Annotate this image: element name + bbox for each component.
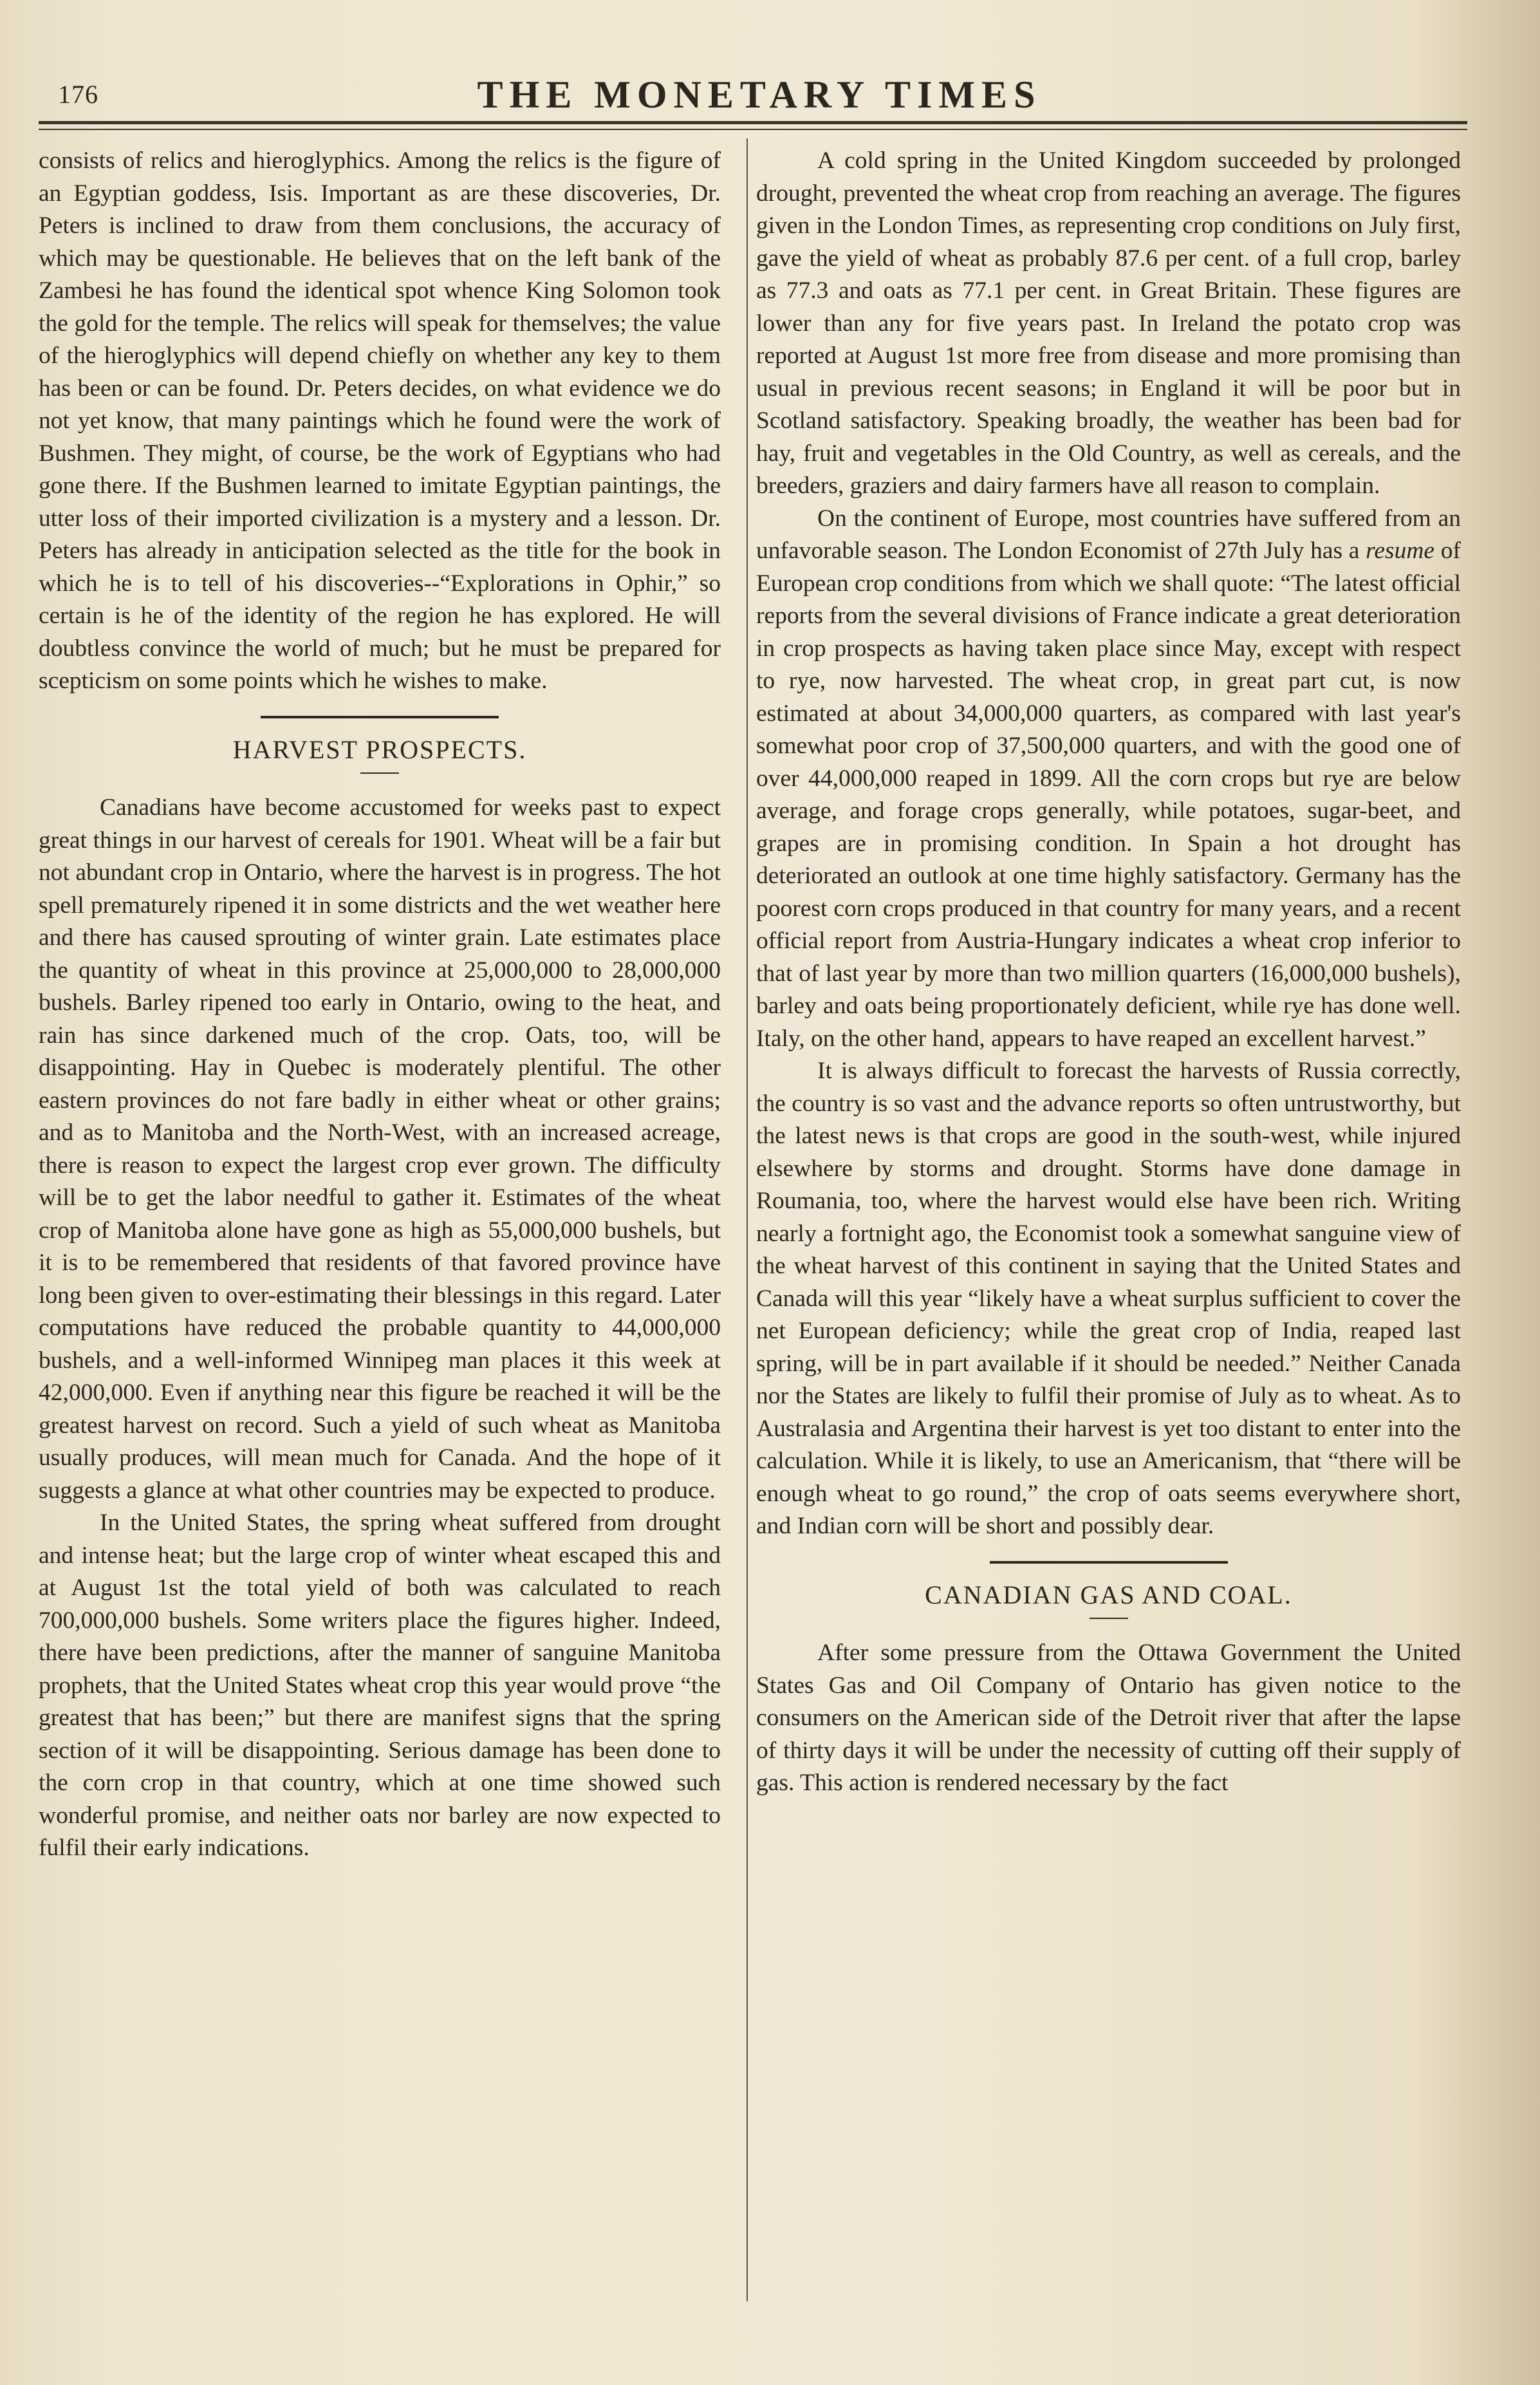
section-heading-harvest: HARVEST PROSPECTS. xyxy=(232,734,527,764)
heading-underline xyxy=(1090,1618,1128,1619)
section-heading-gas-coal: CANADIAN GAS AND COAL. xyxy=(925,1580,1292,1609)
harvest-paragraph-1: Canadians have become accustomed for weeks past to expect great things in our harvest of cereals for 1901. Wheat will be a fair but not abundant crop in Ontario, where the harvest is in progress. The hot spell prematurely ripened it in some districts and the wet weather here and there has caused sprouting of winter grain. Late estimates place the quantity of wheat in this province at 25,000,000 to 28,000,000 bushels. Barley ripened too early in Ontario, owing to the heat, and rain has since darkened much of the crop. Oats, too, will be disappointing. Hay in Quebec is moderately plentiful. The other eastern provinces do not fare badly in either wheat or other grains; and as to Manitoba and the North-West, with an increased acreage, there is reason to expect the largest crop ever grown. The difficulty will be to get the labor needful to gather it. Estimates of the wheat crop of Manitoba alone have gone as high as 55,000,000 bushels, but it is to be remembered that residents of that favored province have long been given to over-estimating their blessings in this regard. Later computations have reduced the probable quantity to 44,000,000 bushels, and a well-informed Winnipeg man places it this week at 42,000,000. Even if anything near this figure be reached it will be the greatest harvest on record. Such a yield of such wheat as Manitoba usually produces, will mean much for Canada. And the hope of it suggests a glance at what other countries may be expected to produce. xyxy=(39,794,721,1504)
section-divider-rule xyxy=(261,716,499,718)
gas-coal-paragraph-1: After some pressure from the Ottawa Government the United States Gas and Oil Company of Ontario has given notice to the consumers on the American side of the Detroit river that after the lapse of thirty days it will be under the necessity of cutting off their supply of gas. This action is rendered necessary by the fact xyxy=(756,1640,1461,1796)
page-number: 176 xyxy=(58,80,98,109)
italic-word: resume xyxy=(1366,538,1435,564)
header-rule-thick xyxy=(39,121,1467,124)
paragraph-text: On the continent of Europe, most countries have suffered from an unfavorable season. The London Economist of 27th July has a xyxy=(756,505,1461,564)
section-divider-rule xyxy=(990,1561,1228,1564)
article-continuation: consists of relics and hieroglyphics. Among the relics is the figure of an Egyptian goddess, Isis. Important as are these discoveries, Dr. Peters is inclined to draw from them conclusions, the accuracy of which may be questionable. He believes that on the left bank of the Zambesi he has found the identical spot whence King Solomon took the gold for the temple. The relics will speak for themselves; the value of the hieroglyphics will depend chiefly on whether any key to them has been or can be found. Dr. Peters decides, on what evidence we do not yet know, that many paintings which he found were the work of Bushmen. They might, of course, be the work of Egyptians who had gone there. If the Bushmen learned to imitate Egyptian paintings, the utter loss of their imported civilization is a mystery and a lesson. Dr. Peters has already in anticipation selected as the title for the book in which he is to tell of his discoveries--“Explorations in Ophir,” so certain is he of the identity of the region he has explored. He will doubtless convince the world of much; but he must be prepared for scepticism on some points which he wishes to make. xyxy=(39,147,721,694)
harvest-paragraph-5: It is always difficult to forecast the harvests of Russia correctly, the country is so vast and the advance reports so often untrustworthy, but the latest news is that crops are good in the south-west, while injured elsewhere by storms and drought. Storms have done damage in Roumania, too, where the harvest would else have been rich. Writing nearly a fortnight ago, the Economist took a somewhat sanguine view of the wheat harvest of this continent in saying that the United States and Canada will this year “likely have a wheat surplus sufficient to cover the net European deficiency; while the great crop of India, reaped last spring, will be in part available if it should be needed.” Neither Canada nor the States are likely to fulfil their promise of July as to wheat. As to Australasia and Argentina their harvest is yet too distant to enter into the calculation. While it is likely, to use an Americanism, that “there will be enough wheat to go round,” the crop of oats seems everywhere short, and Indian corn will be short and possibly dear. xyxy=(756,1058,1461,1539)
column-divider xyxy=(747,138,748,2301)
harvest-paragraph-4 xyxy=(756,503,1461,1056)
left-column xyxy=(39,145,721,1865)
right-column xyxy=(756,145,1461,1800)
page-header xyxy=(58,68,1461,119)
harvest-paragraph-3: A cold spring in the United Kingdom succeeded by prolonged drought, prevented the wheat crop from reaching an average. The figures given in the London Times, as representing crop conditions on July first, gave the yield of wheat as probably 87.6 per cent. of a full crop, barley as 77.3 and oats as 77.1 per cent. in Great Britain. These figures are lower than any for five years past. In Ireland the potato crop was reported at August 1st more free from disease and more promising than usual in previous recent seasons; in England it will be poor but in Scotland satisfactory. Speaking broadly, the weather has been bad for hay, fruit and vegetables in the Old Country, as well as cereals, and the breeders, graziers and dairy farmers have all reason to complain. xyxy=(756,147,1461,499)
header-rule-thin xyxy=(39,129,1467,130)
harvest-paragraph-2: In the United States, the spring wheat suffered from drought and intense heat; but the large crop of winter wheat escaped this and at August 1st the total yield of both was calculated to reach 700,000,000 bushels. Some writers place the figures higher. Indeed, there have been predictions, after the manner of sanguine Manitoba prophets, that the United States wheat crop this year would prove “the greatest that has been;” but there are manifest signs that the spring section of it will be disappointing. Serious damage has been done to the corn crop in that country, which at one time showed such wonderful promise, and neither oats nor barley are now expected to fulfil their early indications. xyxy=(39,1510,721,1861)
heading-underline xyxy=(360,772,399,774)
paragraph-text: of European crop conditions from which we shall quote: “The latest official reports from the several divisions of France indicate a great deterioration in crop prospects as having taken place since May, except with respect to rye, now harvested. The wheat crop, in great part cut, is now estimated at about 34,000,000 quarters, as compared with last year's somewhat poor crop of 37,500,000 quarters, and with the good one of over 44,000,000 reaped in 1899. All the corn crops but rye are below average, and forage crops generally, while potatoes, sugar-beet, and grapes are in promising condition. In Spain a hot drought has deteriorated an outlook at one time highly satisfactory. Germany has the poorest corn crops produced in that country for many years, and a recent official report from Austria-Hungary indicates a wheat crop inferior to that of last year by more than two million quarters (16,000,000 bushels), barley and oats being proportionately deficient, while rye has done well. Italy, on the other hand, appears to have reaped an excellent harvest.” xyxy=(756,538,1461,1052)
masthead-title: THE MONETARY TIMES xyxy=(477,73,1042,116)
